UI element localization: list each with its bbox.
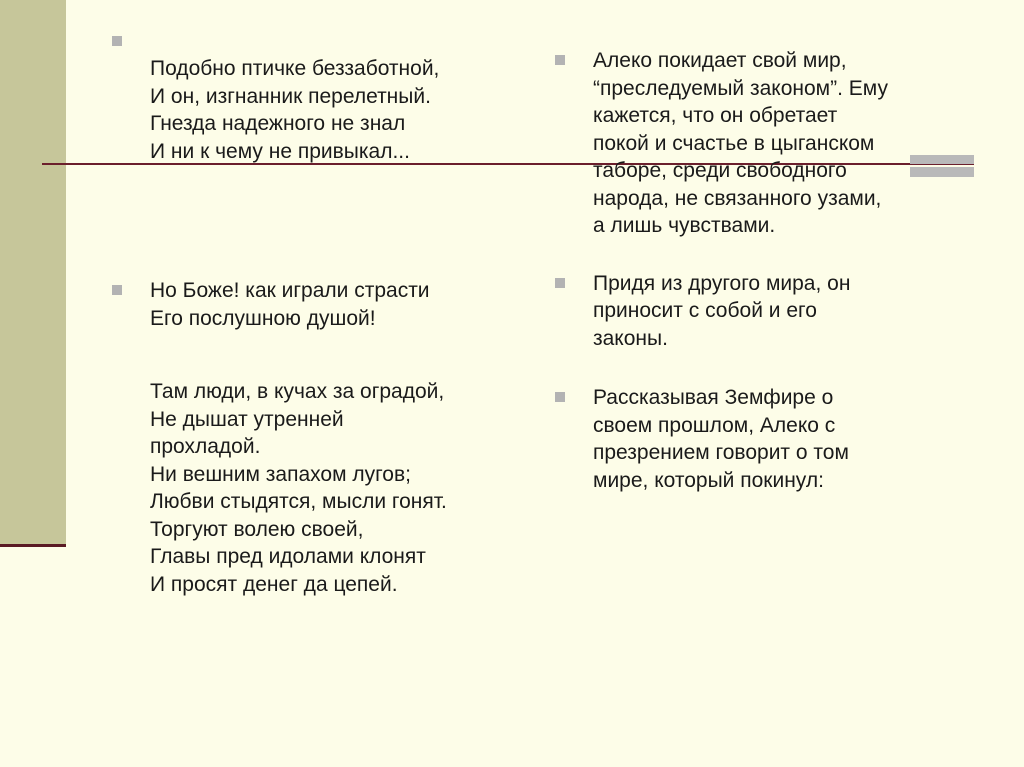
item-line: “преследуемый законом”. Ему — [593, 76, 888, 100]
item-line: Рассказывая Земфире о — [593, 386, 834, 409]
item-line: приносит с собой и его — [593, 299, 817, 322]
decorative-side-bar — [0, 0, 66, 546]
poem-line: Любви стыдятся, мысли гонят. — [150, 490, 447, 513]
bullet-item-1 — [555, 47, 965, 240]
poem-line: Его послушною душой! — [150, 306, 376, 330]
item-line: народа, не связанного узами, — [593, 186, 882, 210]
bullet-icon — [112, 285, 122, 295]
right-column — [555, 47, 965, 494]
poem-line: И просят денег да цепей. — [150, 572, 398, 596]
poem-line: Подобно птичке беззаботной, — [150, 57, 440, 80]
item-line: мире, который покинул: — [593, 468, 824, 492]
item-line: таборе, среди свободного — [593, 159, 847, 182]
left-column — [112, 28, 532, 598]
bullet-icon — [555, 55, 565, 65]
poem-line: И ни к чему не привыкал... — [150, 139, 410, 163]
item-line: покой и счастье в цыганском — [593, 131, 875, 155]
item-line: Придя из другого мира, он — [593, 271, 851, 295]
item-line: Алеко покидает свой мир, — [593, 49, 847, 72]
item-line: законы. — [593, 326, 668, 350]
bullet-item-2 — [555, 270, 965, 353]
item-line: своем прошлом, Алеко с — [593, 413, 836, 437]
poem-line: Гнезда надежного не знал — [150, 112, 406, 135]
poem-line: Ни вешним запахом лугов; — [150, 462, 411, 486]
item-line: кажется, что он обретает — [593, 104, 838, 127]
poem-line: прохладой. — [150, 435, 261, 458]
poem-line: И он, изгнанник перелетный. — [150, 84, 431, 108]
poem-stanza-3 — [112, 378, 532, 598]
bullet-icon — [112, 36, 122, 46]
item-line: а лишь чувствами. — [593, 214, 776, 237]
empty-bullet-item — [112, 28, 532, 55]
poem-stanza-1 — [112, 55, 532, 165]
bullet-icon — [555, 392, 565, 402]
item-line: презрением говорит о том — [593, 441, 849, 464]
bullet-item-3 — [555, 384, 965, 494]
poem-stanza-2 — [112, 277, 532, 332]
side-bar-divider — [0, 544, 66, 547]
poem-line: Главы пред идолами клонят — [150, 545, 426, 568]
poem-line: Там люди, в кучах за оградой, — [150, 380, 445, 403]
poem-line: Торгуют волею своей, — [150, 517, 364, 541]
bullet-icon — [555, 278, 565, 288]
poem-line: Но Боже! как играли страсти — [150, 279, 430, 302]
poem-line: Не дышат утренней — [150, 407, 344, 431]
